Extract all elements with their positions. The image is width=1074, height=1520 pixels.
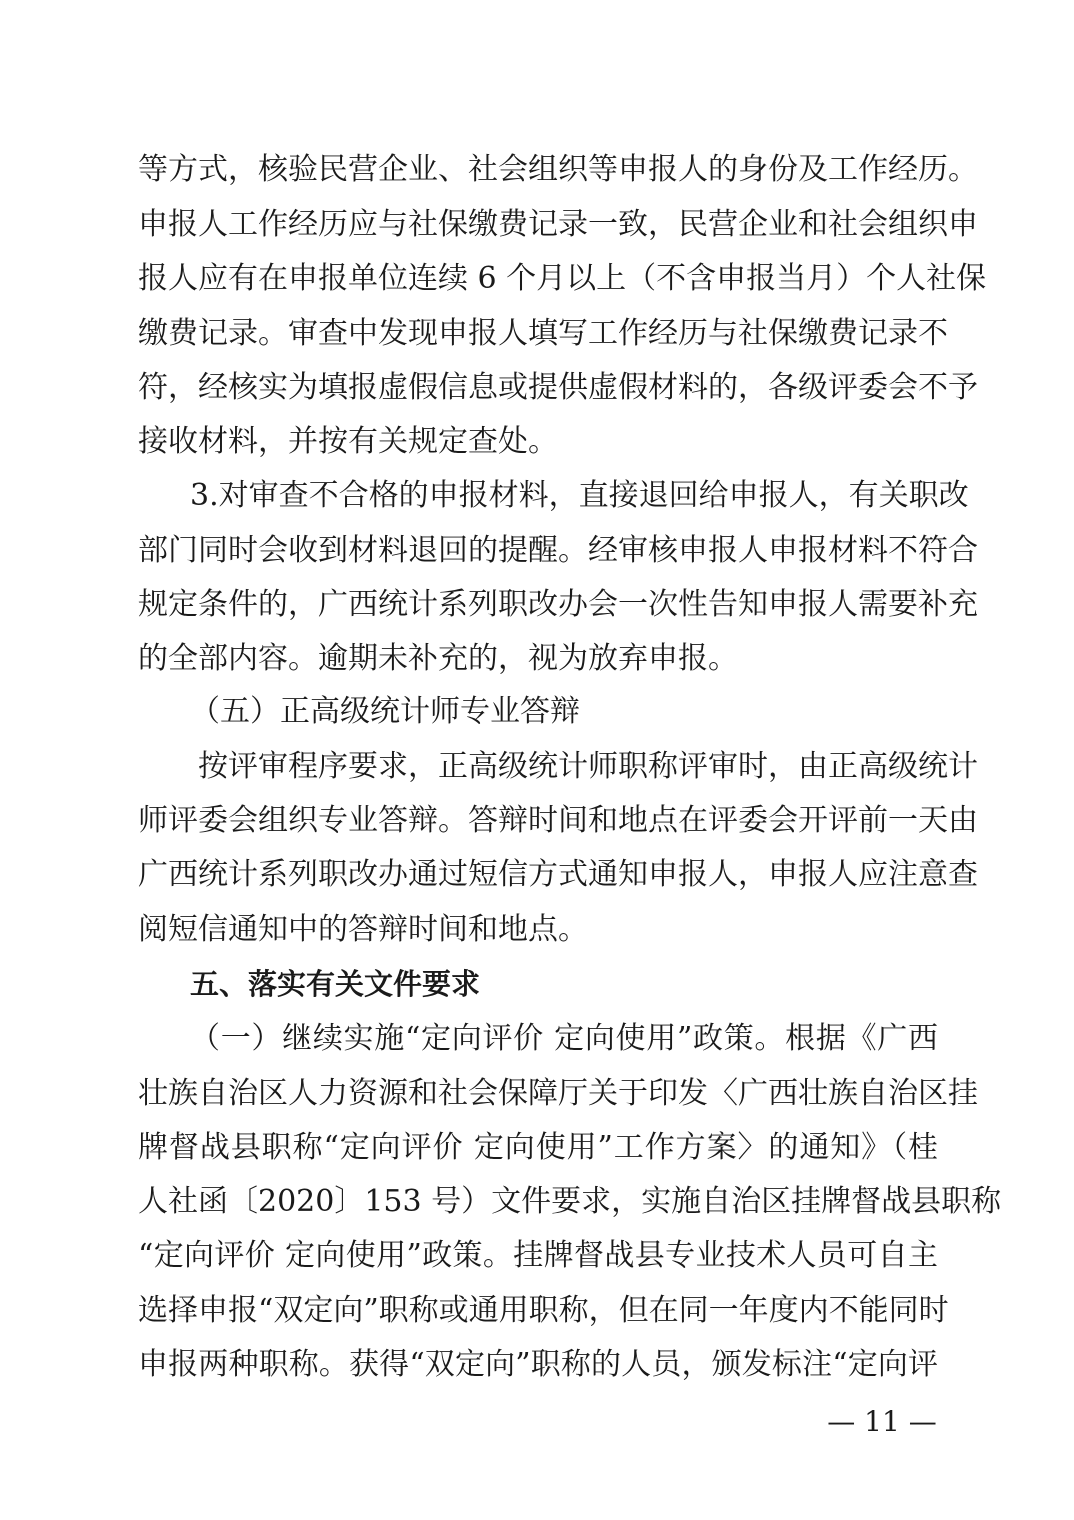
section-heading-five: 五、落实有关文件要求 (190, 967, 481, 1001)
text-line-20: 人社函〔2020〕153 号）文件要求，实施自治区挂牌督战县职称 (138, 1184, 1002, 1219)
numbered-paragraph-3: 3.对审查不合格的申报材料，直接退回给申报人，有关职改 (190, 478, 969, 513)
text-line-18: 壮族自治区人力资源和社会保障厅关于印发〈广西壮族自治区挂 (138, 1076, 978, 1111)
text-line-13: 师评委会组织专业答辩。答辩时间和地点在评委会开评前一天由 (138, 803, 978, 838)
text-line-2: 申报人工作经历应与社保缴费记录一致，民营企业和社会组织申 (138, 207, 978, 242)
text-line-9: 规定条件的，广西统计系列职改办会一次性告知申报人需要补充 (138, 587, 978, 622)
text-line-15: 阅短信通知中的答辩时间和地点。 (138, 912, 588, 947)
text-line-21: “定向评价 定向使用”政策。挂牌督战县专业技术人员可自主 (138, 1238, 938, 1273)
text-line-10: 的全部内容。逾期未补充的，视为放弃申报。 (138, 641, 738, 676)
text-line-12: 按评审程序要求，正高级统计师职称评审时，由正高级统计 (198, 749, 978, 784)
text-line-14: 广西统计系列职改办通过短信方式通知申报人，申报人应注意查 (138, 857, 978, 892)
text-line-19: 牌督战县职称“定向评价 定向使用”工作方案〉的通知》（桂 (138, 1130, 938, 1165)
text-line-22: 选择申报“双定向”职称或通用职称，但在同一年度内不能同时 (138, 1293, 949, 1328)
text-line-1: 等方式，核验民营企业、社会组织等申报人的身份及工作经历。 (138, 152, 978, 187)
text-line-3: 报人应有在申报单位连续 6 个月以上（不含申报当月）个人社保 (138, 261, 987, 296)
text-line-17: （一）继续实施“定向评价 定向使用”政策。根据《广西 (190, 1021, 938, 1056)
text-line-4: 缴费记录。审查中发现申报人填写工作经历与社保缴费记录不 (138, 316, 948, 351)
text-line-8: 部门同时会收到材料退回的提醒。经审核申报人申报材料不符合 (138, 533, 978, 568)
text-line-5: 符，经核实为填报虚假信息或提供虚假材料的，各级评委会不予 (138, 370, 978, 405)
page-number: — 11 — (827, 1405, 937, 1438)
text-line-23: 申报两种职称。获得“双定向”职称的人员，颁发标注“定向评 (138, 1347, 938, 1382)
subheading-five: （五）正高级统计师专业答辩 (190, 694, 580, 729)
text-line-6: 接收材料，并按有关规定查处。 (138, 424, 558, 459)
